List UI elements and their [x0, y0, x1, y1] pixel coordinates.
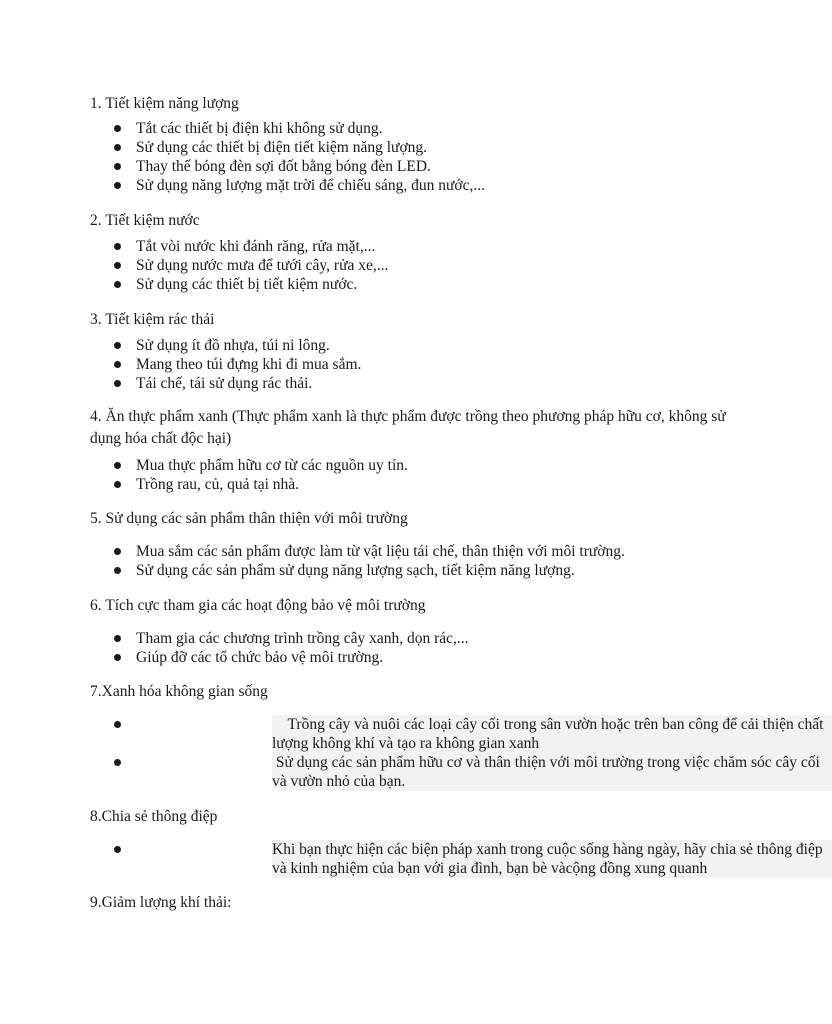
- list-item-text: Mua sắm các sản phẩm được làm từ vật liệu tái chế, thân thiện với môi trường.: [136, 543, 625, 560]
- bullet-dot-icon: [114, 548, 121, 555]
- bullet-dot-icon: [114, 125, 121, 132]
- list-item-text: Mua thực phẩm hữu cơ từ các nguồn uy tín.: [136, 457, 408, 474]
- bullet-list-3: [0, 336, 768, 393]
- list-item-text: Trồng cây và nuôi các loại cây cối trong sân vườn hoặc trên ban công để cải thiện chất lượng không khí và tạo ra không gian xanh: [272, 715, 832, 753]
- list-item-text: Khi bạn thực hiện các biện pháp xanh trong cuộc sống hàng ngày, hãy chia sẻ thông điệp và kinh nghiệm của bạn với gia đình, bạn bè vàcộng đồng xung quanh: [272, 840, 832, 878]
- bullet-dot-icon: [114, 635, 121, 642]
- bullet-list-2: [0, 237, 768, 294]
- bullet-dot-icon: [114, 144, 121, 151]
- list-item-text: Giúp đỡ các tổ chức bảo vệ môi trường.: [136, 649, 384, 666]
- list-item-text: Sử dụng các thiết bị tiết kiệm nước.: [136, 276, 358, 293]
- section-heading-4: 4. Ăn thực phẩm xanh (Thực phẩm xanh là thực phẩm được trồng theo phương pháp hữu cơ, không sử dụng hóa chất độc hại): [90, 408, 726, 447]
- list-item: [0, 336, 768, 355]
- list-item: [0, 715, 828, 753]
- section-heading-2: 2. Tiết kiệm nước: [90, 212, 200, 229]
- list-item: [0, 456, 768, 475]
- bullet-dot-icon: [114, 262, 121, 269]
- list-item: [0, 840, 823, 878]
- list-item-text: Sử dụng các sản phẩm sử dụng năng lượng sạch, tiết kiệm năng lượng.: [136, 562, 575, 579]
- bullet-dot-icon: [114, 846, 121, 853]
- list-item-text: Trồng rau, củ, quả tại nhà.: [136, 476, 300, 493]
- bullet-dot-icon: [114, 481, 121, 488]
- bullet-dot-icon: [114, 361, 121, 368]
- list-item: [0, 475, 768, 494]
- list-item-text: Sử dụng nước mưa để tưới cây, rửa xe,...: [136, 257, 389, 274]
- list-item: [0, 542, 768, 561]
- list-item: [0, 157, 768, 176]
- bullet-list-7: [0, 715, 828, 791]
- bullet-dot-icon: [114, 567, 121, 574]
- list-item: [0, 355, 768, 374]
- list-item-text: Sử dụng năng lượng mặt trời để chiếu sáng, đun nước,...: [136, 177, 485, 194]
- bullet-dot-icon: [114, 380, 121, 387]
- section-heading-6: 6. Tích cực tham gia các hoạt động bảo vệ môi trường: [90, 597, 426, 614]
- list-item-text: Tắt vòi nước khi đánh răng, rửa mặt,...: [136, 238, 376, 255]
- bullet-dot-icon: [114, 163, 121, 170]
- bullet-dot-icon: [114, 654, 121, 661]
- section-heading-3: 3. Tiết kiệm rác thải: [90, 311, 215, 328]
- list-item-text: Thay thế bóng đèn sợi đốt bằng bóng đèn LED.: [136, 158, 431, 175]
- list-item: [0, 138, 768, 157]
- section-heading-1: 1. Tiết kiệm năng lượng: [90, 95, 239, 112]
- bullet-list-5: [0, 542, 768, 580]
- list-item: [0, 256, 768, 275]
- bullet-list-1: [0, 119, 768, 195]
- bullet-dot-icon: [114, 342, 121, 349]
- list-item-text: Sử dụng ít đồ nhựa, túi ni lông.: [136, 337, 330, 354]
- bullet-dot-icon: [114, 243, 121, 250]
- list-item-text: Tái chế, tái sử dụng rác thải.: [136, 375, 313, 392]
- bullet-list-8: [0, 840, 823, 878]
- list-item-text: Sử dụng các sản phẩm hữu cơ và thân thiện với môi trường trong việc chăm sóc cây cối và vườn nhỏ của bạn.: [272, 753, 832, 791]
- list-item: [0, 176, 768, 195]
- list-item: [0, 753, 824, 791]
- list-item: [0, 237, 768, 256]
- list-item-text: Sử dụng các thiết bị điện tiết kiệm năng lượng.: [136, 139, 428, 156]
- list-item: [0, 275, 768, 294]
- bullet-dot-icon: [114, 759, 121, 766]
- bullet-dot-icon: [114, 281, 121, 288]
- list-item-text: Mang theo túi đựng khi đi mua sắm.: [136, 356, 362, 373]
- list-item: [0, 648, 768, 667]
- list-item: [0, 374, 768, 393]
- bullet-dot-icon: [114, 462, 121, 469]
- list-item: [0, 119, 768, 138]
- section-heading-9: 9.Giảm lượng khí thải:: [90, 894, 232, 911]
- list-item-text: Tắt các thiết bị điện khi không sử dụng.: [136, 120, 383, 137]
- section-heading-7: 7.Xanh hóa không gian sống: [90, 683, 268, 700]
- bullet-list-4: [0, 456, 768, 494]
- bullet-dot-icon: [114, 721, 121, 728]
- section-heading-5: 5. Sử dụng các sản phẩm thân thiện với môi trường: [90, 510, 408, 527]
- list-item-text: Tham gia các chương trình trồng cây xanh, dọn rác,...: [136, 630, 469, 647]
- section-heading-8: 8.Chia sẻ thông điệp: [90, 808, 218, 825]
- list-item: [0, 561, 768, 580]
- bullet-list-6: [0, 629, 768, 667]
- list-item: [0, 629, 768, 648]
- bullet-dot-icon: [114, 182, 121, 189]
